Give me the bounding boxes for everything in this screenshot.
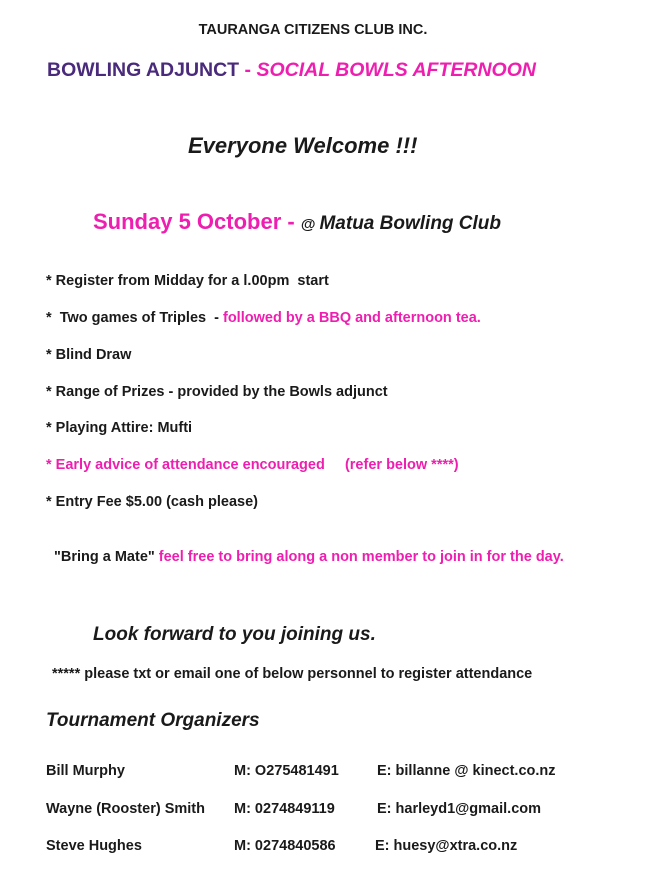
detail-highlight: followed by a BBQ and afternoon tea. bbox=[223, 310, 481, 326]
detail-text: * Playing Attire: Mufti bbox=[46, 420, 193, 436]
detail-text: * Two games of Triples - bbox=[46, 310, 223, 326]
bring-mate-text: feel free to bring along a non member to join in for the day. bbox=[154, 549, 564, 565]
event-date: Sunday 5 October bbox=[93, 209, 282, 234]
event-date-venue bbox=[93, 209, 501, 235]
organizer-mobile: M: 0274840586 bbox=[234, 838, 336, 854]
detail-text: * Register from Midday for a l.00pm start bbox=[46, 273, 329, 289]
club-name: TAURANGA CITIZENS CLUB INC. bbox=[198, 22, 428, 38]
organizer-name: Wayne (Rooster) Smith bbox=[46, 801, 205, 817]
detail-line bbox=[46, 494, 258, 510]
detail-text: * Range of Prizes - provided by the Bowls adjunct bbox=[46, 384, 388, 400]
organizer-mobile: M: 0274849119 bbox=[234, 801, 335, 817]
detail-line bbox=[46, 384, 388, 400]
register-note: ***** please txt or email one of below personnel to register attendance bbox=[52, 666, 533, 682]
organizer-name: Steve Hughes bbox=[46, 838, 142, 854]
organizer-name: Bill Murphy bbox=[46, 763, 125, 779]
organizer-email: E: huesy@xtra.co.nz bbox=[375, 838, 518, 854]
detail-line bbox=[46, 457, 459, 473]
event-venue: Matua Bowling Club bbox=[319, 213, 502, 234]
welcome-text: Everyone Welcome !!! bbox=[188, 133, 418, 158]
detail-line bbox=[46, 273, 329, 289]
organizers-title: Tournament Organizers bbox=[46, 710, 260, 731]
event-at: @ bbox=[300, 216, 316, 233]
detail-text: * Entry Fee $5.00 (cash please) bbox=[46, 494, 258, 510]
detail-line bbox=[46, 310, 481, 326]
heading-part1: BOWLING ADJUNCT bbox=[47, 59, 240, 81]
event-heading bbox=[47, 59, 536, 82]
heading-dash: - bbox=[239, 59, 257, 81]
look-forward-text: Look forward to you joining us. bbox=[93, 624, 376, 645]
heading-part2: SOCIAL BOWLS AFTERNOON bbox=[256, 59, 536, 81]
event-dash: - bbox=[281, 209, 301, 234]
detail-line bbox=[46, 420, 192, 436]
detail-line bbox=[46, 347, 131, 363]
bring-mate-label: "Bring a Mate" bbox=[54, 549, 155, 565]
detail-highlight: * Early advice of attendance encouraged (refer below ****) bbox=[46, 457, 459, 473]
bring-mate-line bbox=[54, 549, 564, 565]
organizer-email: E: harleyd1@gmail.com bbox=[377, 801, 542, 817]
organizer-mobile: M: O275481491 bbox=[234, 763, 339, 779]
detail-text: * Blind Draw bbox=[46, 347, 132, 363]
organizer-email: E: billanne @ kinect.co.nz bbox=[377, 763, 556, 779]
